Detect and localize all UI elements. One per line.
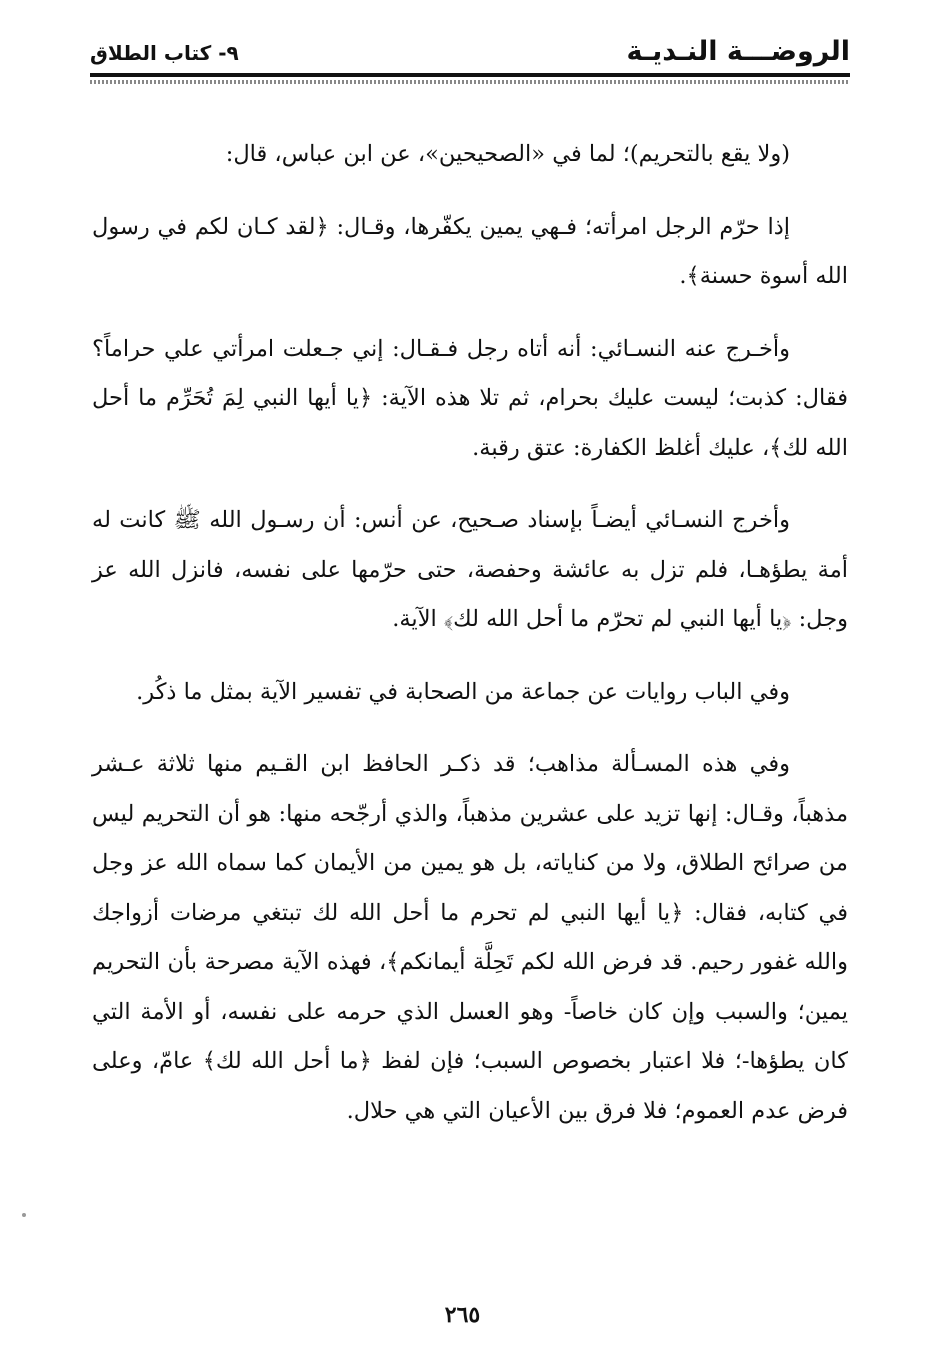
paragraph: إذا حرّم الرجل امرأته؛ فـهي يمين يكفّرها، وقـال: ﴿لقد كـان لكم في رسول الله أسوة حسنة﴾.	[92, 213, 848, 289]
header-rule-dotted	[90, 80, 850, 84]
chapter-title: ٩- كتاب الطلاق	[90, 41, 239, 65]
header-rule	[90, 73, 850, 77]
paragraph: وفي الباب روايات عن جماعة من الصحابة في تفسير الآية بمثل ما ذكُر.	[136, 678, 790, 705]
running-header	[90, 34, 850, 74]
paragraph: وفي هذه المسـألة مذاهب؛ قد ذكـر الحافظ ابن القـيم منها ثلاثة عـشر مذهباً، وقـال: إنها تزيد على عشرين مذهباً، والذي أرجّحه منها: هو أن التحريم ليس من صرائح الطلاق، ولا من كناياته، بل هو يمين من الأيمان كما سماه الله عز وجل في كتابه، فقال: ﴿يا أيها النبي لم تحرم ما أحل الله لك تبتغي مرضات أزواجك والله غفور رحيم. قد فرض الله لكم تَحِلَّة أيمانكم﴾، فهذه الآية مصرحة بأن التحريم يمين؛ والسبب وإن كان خاصاً- وهو العسل الذي حرمه على نفسه، أو الأمة التي كان يطؤها-؛ فلا اعتبار بخصوص السبب؛ فإن لفظ ﴿ما أحل الله لك﴾ عامّ، وعلى فرض عدم العموم؛ فلا فرق بين الأعيان التي هي حلال.	[92, 751, 848, 1124]
body-text	[92, 130, 848, 1159]
page-number: ٢٦٥	[444, 1302, 481, 1328]
paragraph: وأخـرج عنه النسـائي: أنه أتاه رجل فـقـال: إني جـعلت امرأتي علي حراماً؟ فقال: كذبت؛ ليست عليك بحرام، ثم تلا هذه الآية: ﴿يا أيها النبي لِمَ تُحَرِّم ما أحل الله لك﴾، عليك أغلظ الكفارة: عتق رقبة.	[92, 335, 848, 461]
paragraph: (ولا يقع بالتحريم)؛ لما في «الصحيحين»، عن ابن عباس، قال:	[225, 141, 790, 167]
book-title: الروضـــة النـديـة	[626, 36, 850, 67]
paragraph: وأخرج النسـائي أيضـاً بإسناد صـحيح، عن أنس: أن رسـول الله ﷺ كانت له أمة يطؤهـا، فلم تزل به عائشة وحفصة، حتى حرّمها على نفسه، فانزل الله عز وجل: ﴿يا أيها النبي لم تحرّم ما أحل الله لك﴾ الآية.	[92, 507, 848, 632]
scan-speck	[22, 1213, 26, 1217]
